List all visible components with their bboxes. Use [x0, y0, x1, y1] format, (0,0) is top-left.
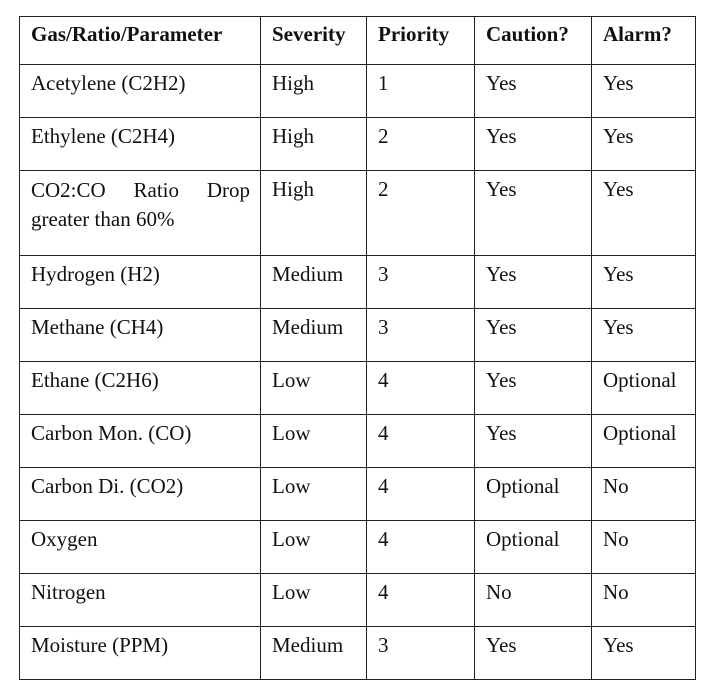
- table-row: [20, 415, 696, 468]
- cell-parameter-line-2: greater than 60%: [31, 207, 175, 231]
- cell-parameter: Methane (CH4): [20, 309, 261, 362]
- cell-priority: 3: [367, 309, 475, 362]
- table-row: [20, 118, 696, 171]
- table-row: [20, 521, 696, 574]
- cell-severity: High: [261, 65, 367, 118]
- cell-alarm: Yes: [592, 309, 696, 362]
- cell-parameter: [20, 171, 261, 256]
- table-row: [20, 468, 696, 521]
- cell-alarm: No: [592, 521, 696, 574]
- cell-parameter: Ethane (C2H6): [20, 362, 261, 415]
- header-gas-ratio-parameter: Gas/Ratio/Parameter: [20, 17, 261, 65]
- table-row: [20, 309, 696, 362]
- cell-priority: 1: [367, 65, 475, 118]
- table-row: [20, 65, 696, 118]
- cell-priority: 4: [367, 415, 475, 468]
- cell-severity: Low: [261, 521, 367, 574]
- cell-parameter: Acetylene (C2H2): [20, 65, 261, 118]
- header-priority: Priority: [367, 17, 475, 65]
- header-severity: Severity: [261, 17, 367, 65]
- cell-severity: High: [261, 118, 367, 171]
- cell-severity: High: [261, 171, 367, 256]
- gas-priority-table: [19, 16, 696, 680]
- cell-caution: Yes: [475, 415, 592, 468]
- cell-severity: Medium: [261, 627, 367, 680]
- cell-parameter-line-1: CO2:CO Ratio Drop: [31, 178, 250, 202]
- cell-severity: Low: [261, 362, 367, 415]
- cell-caution: No: [475, 574, 592, 627]
- cell-parameter: Oxygen: [20, 521, 261, 574]
- table-row: [20, 171, 696, 256]
- table-row: [20, 256, 696, 309]
- cell-priority: 4: [367, 468, 475, 521]
- cell-priority: 2: [367, 118, 475, 171]
- table-row: [20, 574, 696, 627]
- cell-caution: Yes: [475, 118, 592, 171]
- cell-alarm: Optional: [592, 362, 696, 415]
- cell-priority: 4: [367, 574, 475, 627]
- cell-severity: Low: [261, 574, 367, 627]
- header-caution: Caution?: [475, 17, 592, 65]
- cell-caution: Yes: [475, 627, 592, 680]
- cell-caution: Optional: [475, 521, 592, 574]
- cell-severity: Medium: [261, 256, 367, 309]
- cell-severity: Low: [261, 415, 367, 468]
- cell-parameter: Carbon Mon. (CO): [20, 415, 261, 468]
- cell-priority: 2: [367, 171, 475, 256]
- table-header-row: [20, 17, 696, 65]
- cell-parameter: Nitrogen: [20, 574, 261, 627]
- cell-alarm: Yes: [592, 627, 696, 680]
- cell-alarm: Yes: [592, 118, 696, 171]
- cell-severity: Medium: [261, 309, 367, 362]
- table-row: [20, 362, 696, 415]
- cell-alarm: Yes: [592, 65, 696, 118]
- cell-caution: Yes: [475, 309, 592, 362]
- table-row: [20, 627, 696, 680]
- header-alarm: Alarm?: [592, 17, 696, 65]
- cell-priority: 3: [367, 627, 475, 680]
- cell-parameter: Ethylene (C2H4): [20, 118, 261, 171]
- cell-caution: Yes: [475, 65, 592, 118]
- cell-severity: Low: [261, 468, 367, 521]
- cell-caution: Yes: [475, 256, 592, 309]
- cell-alarm: Yes: [592, 256, 696, 309]
- cell-priority: 4: [367, 362, 475, 415]
- cell-parameter: Moisture (PPM): [20, 627, 261, 680]
- cell-priority: 3: [367, 256, 475, 309]
- cell-alarm: No: [592, 574, 696, 627]
- cell-priority: 4: [367, 521, 475, 574]
- cell-alarm: Yes: [592, 171, 696, 256]
- cell-caution: Yes: [475, 171, 592, 256]
- cell-caution: Optional: [475, 468, 592, 521]
- cell-parameter: Carbon Di. (CO2): [20, 468, 261, 521]
- cell-alarm: Optional: [592, 415, 696, 468]
- cell-caution: Yes: [475, 362, 592, 415]
- cell-parameter: Hydrogen (H2): [20, 256, 261, 309]
- cell-alarm: No: [592, 468, 696, 521]
